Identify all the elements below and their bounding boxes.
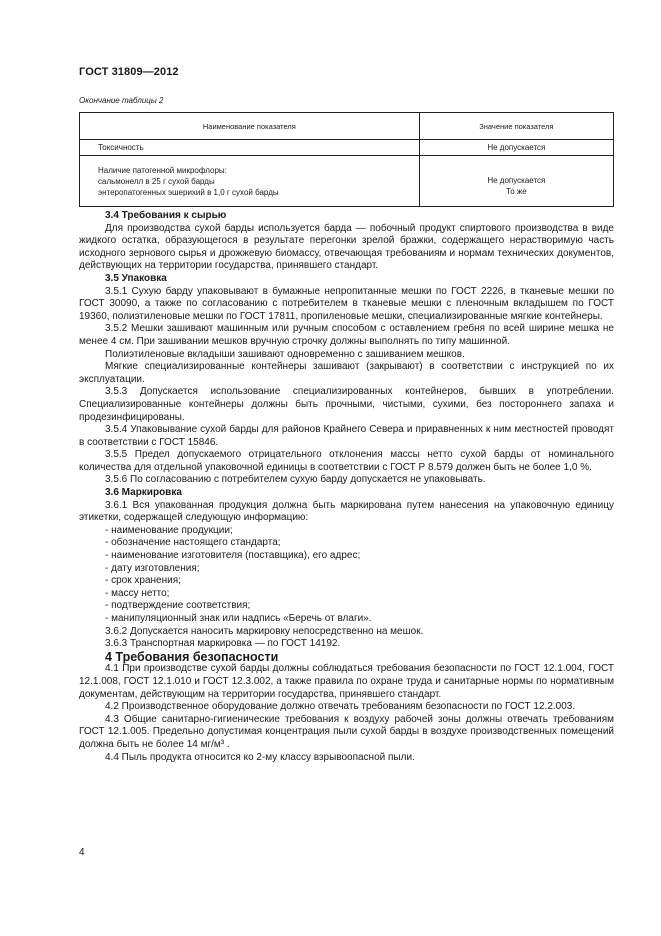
table-row (80, 140, 614, 156)
paragraph: 3.6.2 Допускается наносить маркировку непосредственно на мешок. (105, 625, 424, 637)
section-heading: 3.6 Маркировка (105, 487, 182, 499)
list-item: - наименование продукции; (105, 524, 233, 536)
paragraph: 3.5.6 По согласованию с потребителем сухую барду допускается не упаковывать. (105, 474, 486, 486)
table-caption: Окончание таблицы 2 (79, 96, 164, 105)
list-item: - срок хранения; (105, 575, 181, 587)
cell-line: То же (506, 187, 527, 196)
paragraph: 3.6.1 Вся упакованная продукция должна быть маркирована путем нанесения на упаковочную единицу этикетки, содержащей следующую информацию: (79, 499, 614, 524)
document-body (79, 210, 614, 764)
table-cell-value (419, 156, 613, 207)
paragraph: Для производства сухой барды используется барда — побочный продукт спиртового производства в виде жидкого остатка, образующегося в результате перегонки зрелой бражки, содержащего нерастворимую часть исходного зернового сырья и дрожжевую биомассу, отвечающая требованиям и нормам технических документов, действующих на территории государства, принявшего стандарт. (79, 222, 614, 272)
column-header-value: Значение показателя (419, 113, 613, 140)
table-cell-name: Токсичность (80, 140, 420, 156)
list-item: - манипуляционный знак или надпись «Беречь от влаги». (105, 613, 372, 624)
list-item: - подтверждение соответствия; (105, 600, 251, 612)
table-row (80, 156, 614, 207)
cell-line: энтеропатогенных эшерихий в 1,0 г сухой барды (98, 187, 279, 197)
cell-line: сальмонелл в 25 г сухой барды (98, 176, 215, 186)
paragraph: 3.5.3 Допускается использование специализированных контейнеров, бывших в употреблении. Специализированные контейнеры должны быть прочными, чистыми, сухими, без постороннего запаха и продезинфицированы. (79, 386, 614, 423)
label-info-list (79, 525, 614, 626)
paragraph: 4.2 Производственное оборудование должно отвечать требованиям безопасности по ГОСТ 12.2.003. (105, 701, 576, 713)
paragraph: 3.5.5 Предел допускаемого отрицательного отклонения массы нетто сухой барды от номинального количества для отдельной упаковочной единицы в соответствии с ГОСТ Р 8.579 должен быть не более 1,0 %. (79, 449, 614, 473)
table-cell-name (80, 156, 420, 207)
list-item: - дату изготовления; (105, 562, 200, 574)
paragraph: Мягкие специализированные контейнеры зашивают (закрывают) в соответствии с инструкцией по их эксплуатации. (79, 361, 614, 385)
paragraph: 4.1 При производстве сухой барды должны соблюдаться требования безопасности по ГОСТ 12.1.004, ГОСТ 12.1.008, ГОСТ 12.1.010 и ГОСТ 12.3.002, а также правила по охране труда и санитарные нормы по нормативным документам, действующим на территории государства, принявшего стандарт. (79, 663, 614, 700)
paragraph: 3.5.4 Упаковывание сухой барды для районов Крайнего Севера и приравненных к ним местностей проводят в соответствии с ГОСТ 15846. (79, 424, 614, 448)
cell-line: Наличие патогенной микрофлоры: (98, 165, 227, 175)
section-heading: 3.5 Упаковка (105, 272, 167, 284)
paragraph: Полиэтиленовые вкладыши зашивают одновременно с зашиванием мешков. (105, 348, 465, 360)
list-item: - обозначение настоящего стандарта; (105, 537, 281, 549)
section-heading: 3.4 Требования к сырью (105, 210, 227, 221)
cell-line: Не допускается (487, 176, 546, 185)
list-item: - наименование изготовителя (поставщика), его адрес; (105, 550, 361, 562)
list-item: - массу нетто; (105, 587, 170, 599)
paragraph: 3.6.3 Транспортная маркировка — по ГОСТ 14192. (105, 638, 341, 650)
table-header-row (80, 113, 614, 140)
paragraph: 3.5.1 Сухую барду упаковывают в бумажные непропитанные мешки по ГОСТ 2226, в тканевые мешки по ГОСТ 30090, а также по согласованию с потребителем в тканевые мешки с пленочным вкладышем по ГОСТ 19360, полиэтиленовые мешки по ГОСТ 17811, пропиленовые мешки, специализированные мягкие контейнеры. (79, 285, 614, 322)
page-number: 4 (79, 847, 85, 858)
standard-header: ГОСТ 31809—2012 (79, 66, 179, 78)
paragraph: 4.4 Пыль продукта относится ко 2-му классу взрывоопасной пыли. (105, 751, 415, 763)
column-header-name: Наименование показателя (80, 113, 420, 140)
paragraph: 4.3 Общие санитарно-гигиенические требования к воздуху рабочей зоны должны отвечать требованиям ГОСТ 12.1.005. Предельно допустимая концентрация пыли сухой барды в воздухе производственных помещений должна быть не более 14 мг/м³ . (79, 713, 614, 750)
table-cell-value: Не допускается (419, 140, 613, 156)
indicators-table (79, 112, 614, 207)
paragraph: 3.5.2 Мешки зашивают машинным или ручным способом с оставлением гребня по всей ширине мешка не менее 4 см. При зашивании мешков вручную строчку должны выполнять по типу машинной. (79, 323, 614, 347)
chapter-heading: 4 Требования безопасности (105, 649, 279, 664)
